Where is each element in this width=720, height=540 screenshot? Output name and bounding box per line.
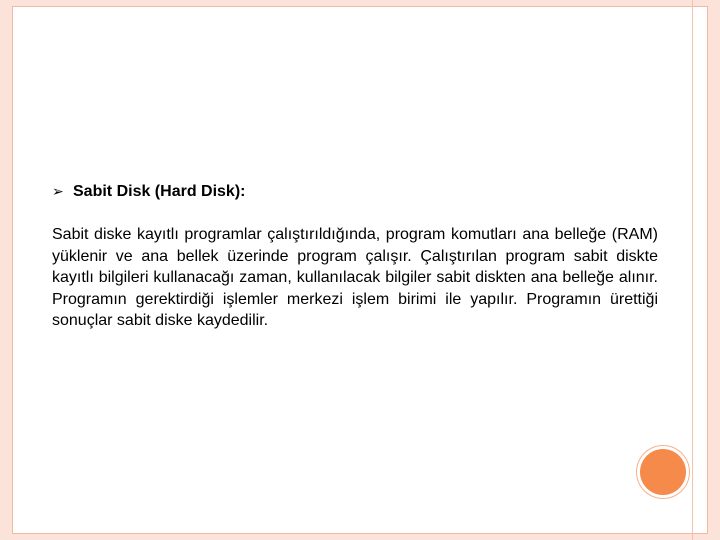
right-vertical-rule [692,0,693,540]
slide-content [52,182,658,332]
orange-circle-decoration [640,449,686,495]
heading-text: Sabit Disk (Hard Disk): [73,183,246,200]
arrow-bullet-icon: ➢ [52,184,64,200]
section-heading [52,182,658,202]
body-paragraph: Sabit diske kayıtlı programlar çalıştırıldığında, program komutları ana belleğe (RAM) yüklenir ve ana bellek üzerinde program çalışır. Çalıştırılan program sabit diskte kayıtlı bilgileri kullanacağı zaman, kullanılacak bilgiler sabit diskten ana belleğe alınır. Programın gerektirdiği işlemler merkezi işlem birimi ile yapılır. Programın ürettiği sonuçlar sabit diske kaydedilir. [52,226,658,329]
